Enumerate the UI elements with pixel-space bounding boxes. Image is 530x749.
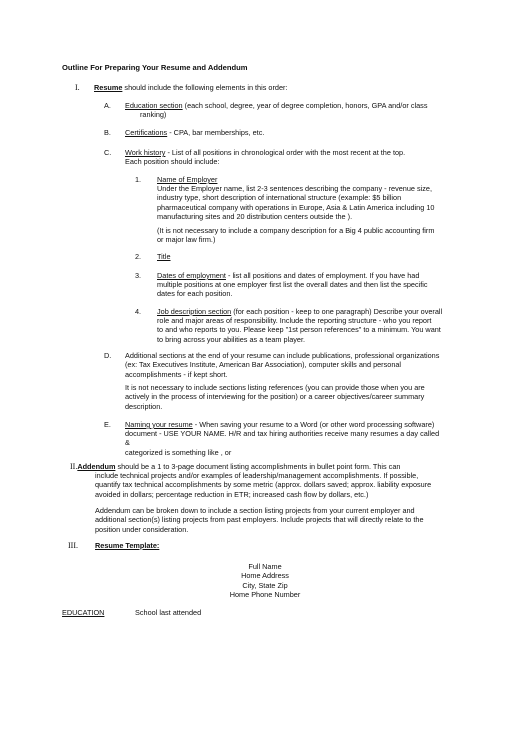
name-of-employer-term: Name of Employer: [157, 175, 218, 184]
section-2-line: quantify tax technical accomplishments by some metric (approx. dollars saved; approx. liability exposure: [95, 480, 432, 490]
education-value: School last attended: [135, 608, 202, 617]
title-term: Title: [157, 252, 171, 261]
template-home-address: Home Address: [241, 571, 289, 581]
sub-3-num: 3.: [135, 271, 142, 280]
template-home-phone: Home Phone Number: [229, 589, 301, 599]
sub-4-line1-text: (for each position - keep to one paragraph) Describe your overall: [231, 307, 443, 316]
item-e-line: document - USE YOUR NAME. H/R and tax hiring authorities receive many resumes a day called: [125, 429, 440, 438]
sub-1-note: [157, 226, 434, 245]
sub-4-line1: [157, 307, 442, 316]
education-section-term: Education section: [125, 101, 183, 110]
sub-1-note-line: or major law firm.): [157, 235, 216, 245]
sub-2-num: 2.: [135, 252, 142, 261]
section-2-line1-text: should be a 1 to 3-page document listing accomplishments in bullet point form. This can: [115, 462, 401, 471]
item-b-line: [125, 128, 264, 137]
sub-1-line: industry type, short description of international structure (example: $5 billion: [157, 193, 402, 203]
sub-4-line: to bring across your abilities as a team player.: [157, 334, 306, 344]
item-a-letter: A.: [104, 101, 111, 110]
item-d-line: It is not necessary to include sections listing references (you can provide those when you are: [125, 383, 425, 392]
section-2-line1: [70, 462, 400, 471]
item-c-line1: [125, 148, 405, 157]
sub-3-line1-text: - list all positions and dates of employment. If you have had: [225, 271, 420, 280]
item-d-line: accomplishments - if kept short.: [125, 369, 228, 379]
item-d-paragraph: [125, 351, 439, 379]
template-full-name: Full Name: [248, 562, 282, 571]
section-3-numeral: III.: [68, 541, 78, 550]
sub-3-rest: [157, 280, 428, 299]
dates-of-employment-term: Dates of employment: [157, 271, 226, 280]
certifications-term: Certifications: [125, 128, 168, 137]
item-e-line: &: [125, 438, 130, 448]
sub-4-line: to and who reports to you. Please keep "1st person references" to a minimum. You want: [157, 325, 441, 335]
section-2-line: Addendum can be broken down to include a section listing projects from your current employer and: [95, 506, 415, 515]
template-city-state-zip: City, State Zip: [242, 580, 288, 590]
sub-1-line: Under the Employer name, list 2-3 sentences describing the company - revenue size,: [157, 184, 432, 193]
item-c-text: - List of all positions in chronological order with the most recent at the top.: [165, 148, 406, 157]
resume-template-heading: Resume Template:: [95, 541, 160, 550]
section-2-numeral: II.: [70, 462, 78, 471]
work-history-term: Work history: [125, 148, 166, 157]
education-label: EDUCATION: [62, 608, 105, 617]
resume-term: Resume: [94, 83, 123, 92]
item-d-line: Additional sections at the end of your resume can include publications, professional organizations: [125, 351, 440, 360]
sub-4-line: role and major areas of responsibility. Include the reporting structure - who you report: [157, 316, 432, 325]
section-2-line: position under consideration.: [95, 524, 189, 534]
section-1-numeral: I.: [75, 83, 80, 92]
section-1-intro: [94, 83, 287, 92]
naming-your-resume-term: Naming your resume: [125, 420, 193, 429]
item-d-line: actively in the process of interviewing for the position) or a career objectives/career summary: [125, 392, 425, 402]
section-2-line: include technical projects and/or examples of leadership/management accomplishments. If possible,: [95, 471, 419, 480]
item-e-line1: [125, 420, 434, 429]
sub-1-line: manufacturing sites and 20 distribution centers outside the ).: [157, 211, 353, 221]
item-a-line2: ranking): [140, 110, 167, 119]
sub-3-line1: [157, 271, 419, 280]
sub-4-num: 4.: [135, 307, 142, 316]
item-a-text: (each school, degree, year of degree completion, honors, GPA and/or class: [182, 101, 428, 110]
section-2-paragraph: [95, 471, 431, 499]
section-1-intro-text: should include the following elements in this order:: [122, 83, 288, 92]
item-e-line1-text: - When saving your resume to a Word (or other word processing software): [192, 420, 435, 429]
template-header: [200, 562, 330, 599]
item-d-paragraph-2: [125, 383, 425, 411]
item-c-letter: C.: [104, 148, 112, 157]
sub-1-line: pharmaceutical company with operations in Europe, Asia & Latin America including 10: [157, 202, 435, 212]
section-2-line: additional section(s) listing projects from past employers. Include projects that will directly relate to the: [95, 515, 424, 525]
sub-3-line: dates for each position.: [157, 289, 233, 299]
sub-4-rest: [157, 316, 441, 344]
addendum-term: Addendum: [77, 462, 116, 471]
sub-1-num: 1.: [135, 175, 142, 184]
item-e-letter: E.: [104, 420, 111, 429]
item-d-letter: D.: [104, 351, 112, 360]
item-d-line: description.: [125, 401, 163, 411]
document-title: Outline For Preparing Your Resume and Addendum: [62, 63, 248, 72]
item-e-line: categorized is something like , or: [125, 447, 232, 457]
item-b-text: - CPA, bar memberships, etc.: [167, 128, 265, 137]
sub-1-description: [157, 184, 434, 221]
item-e-rest: [125, 429, 439, 457]
item-a-line1: [125, 101, 427, 110]
item-d-line: (ex: Tax Executives Institute, American Bar Association), computer skills and personal: [125, 360, 402, 370]
sub-1-note-line: (It is not necessary to include a company description for a Big 4 public accounting firm: [157, 226, 435, 235]
job-description-term: Job description section: [157, 307, 232, 316]
item-c-line2: Each position should include:: [125, 157, 220, 166]
item-b-letter: B.: [104, 128, 111, 137]
section-2-paragraph-2: [95, 506, 424, 534]
section-2-line: avoided in dollars; percentage reduction in ETR; increased cash flow by dollars, etc.): [95, 489, 369, 499]
sub-3-line: multiple positions at one employer first list the overall dates and then list the specific: [157, 280, 428, 289]
